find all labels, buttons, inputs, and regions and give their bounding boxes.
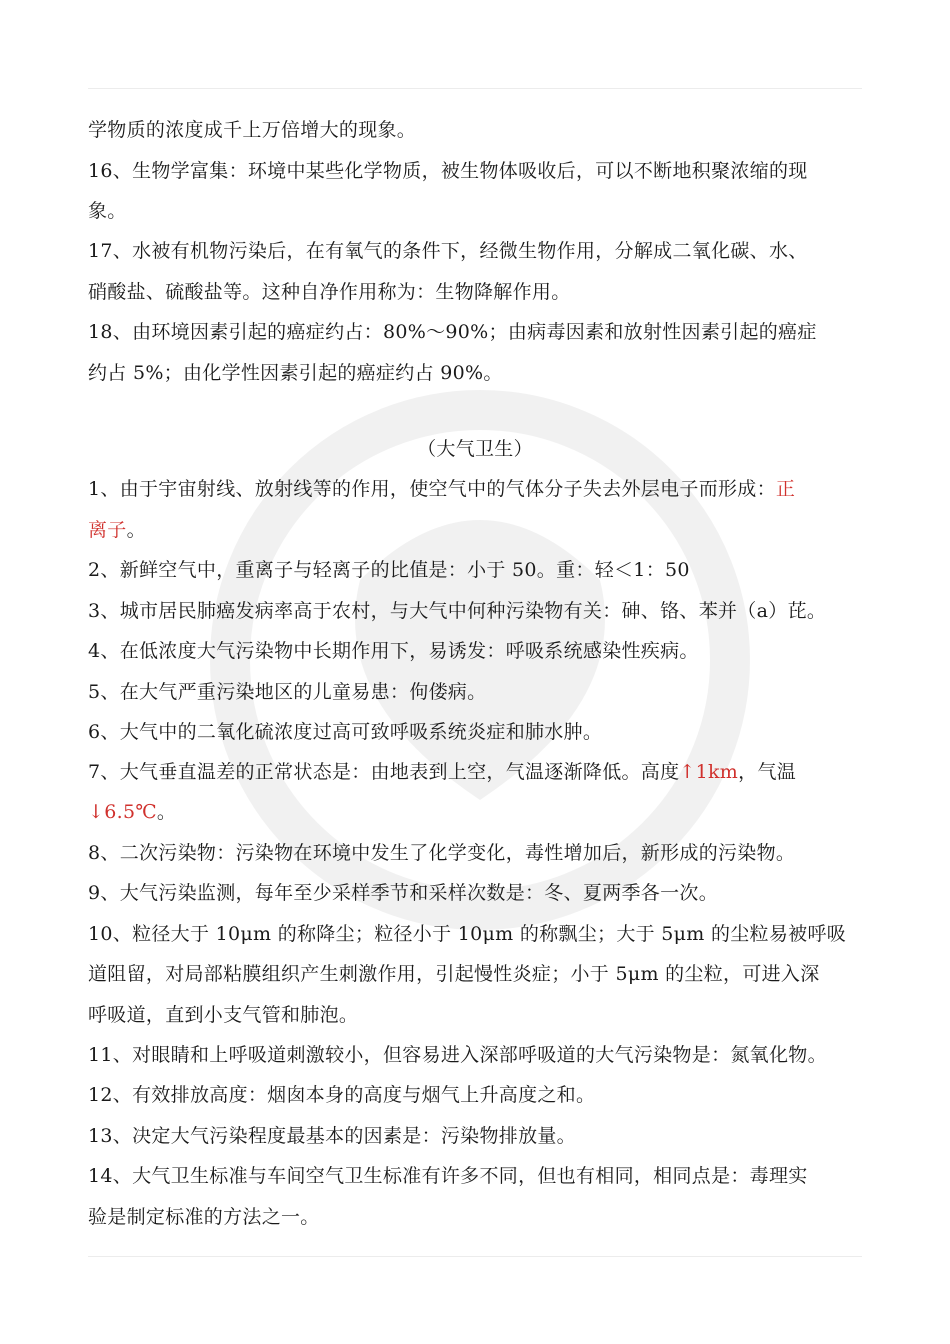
item-8: 8、二次污染物：污染物在环境中发生了化学变化，毒性增加后，新形成的污染物。 <box>88 842 796 864</box>
text-line: 18、由环境因素引起的癌症约占：80%～90%；由病毒因素和放射性因素引起的癌症 <box>88 321 817 343</box>
bottom-divider <box>88 1256 862 1257</box>
section-title: （大气卫生） <box>417 438 533 460</box>
item-7-text: 。 <box>156 801 177 823</box>
item-1 <box>88 477 878 501</box>
item-10-cont: 呼吸道，直到小支气管和肺泡。 <box>88 1004 359 1026</box>
text-line: 16、生物学富集：环境中某些化学物质，被生物体吸收后，可以不断地积聚浓缩的现 <box>88 160 808 182</box>
item-10-cont: 道阻留，对局部粘膜组织产生刺激作用，引起慢性炎症；小于 5μm 的尘粒，可进入深 <box>88 963 820 985</box>
item-7-highlight: ↓6.5℃ <box>88 801 157 823</box>
text-line: 象。 <box>88 200 127 222</box>
item-1-text: 。 <box>126 519 146 541</box>
item-10: 10、粒径大于 10μm 的称降尘；粒径小于 10μm 的称飘尘；大于 5μm 的尘粒易被呼吸 <box>88 923 847 945</box>
item-3: 3、城市居民肺癌发病率高于农村，与大气中何种污染物有关：砷、铬、苯并（a）芘。 <box>88 600 827 622</box>
item-1-highlight: 离子 <box>88 519 127 541</box>
item-4: 4、在低浓度大气污染物中长期作用下，易诱发：呼吸系统感染性疾病。 <box>88 640 699 662</box>
item-7-cont <box>88 800 878 824</box>
item-14: 14、大气卫生标准与车间空气卫生标准有许多不同，但也有相同，相同点是：毒理实 <box>88 1165 808 1187</box>
item-7 <box>88 760 878 784</box>
item-12: 12、有效排放高度：烟囱本身的高度与烟气上升高度之和。 <box>88 1084 596 1106</box>
item-2: 2、新鲜空气中，重离子与轻离子的比值是：小于 50。重：轻＜1：50 <box>88 559 690 581</box>
top-divider <box>88 88 862 89</box>
item-1-highlight: 正 <box>775 478 796 500</box>
item-5: 5、在大气严重污染地区的儿童易患：佝偻病。 <box>88 681 487 703</box>
item-7-text: ，气温 <box>738 761 797 783</box>
text-line: 17、水被有机物污染后，在有氧气的条件下，经微生物作用，分解成二氧化碳、水、 <box>88 240 808 262</box>
item-7-highlight: ↑1km <box>679 761 739 783</box>
text-line: 约占 5%；由化学性因素引起的癌症约占 90%。 <box>88 362 503 384</box>
item-9: 9、大气污染监测，每年至少采样季节和采样次数是：冬、夏两季各一次。 <box>88 882 718 904</box>
item-11: 11、对眼睛和上呼吸道刺激较小，但容易进入深部呼吸道的大气污染物是：氮氧化物。 <box>88 1044 827 1066</box>
text-line: 学物质的浓度成千上万倍增大的现象。 <box>88 119 417 141</box>
text-line: 硝酸盐、硫酸盐等。这种自净作用称为：生物降解作用。 <box>88 281 571 303</box>
item-1-text: 1、由于宇宙射线、放射线等的作用，使空气中的气体分子失去外层电子而形成： <box>88 478 776 500</box>
item-13: 13、决定大气污染程度最基本的因素是：污染物排放量。 <box>88 1125 576 1147</box>
item-6: 6、大气中的二氧化硫浓度过高可致呼吸系统炎症和肺水肿。 <box>88 721 603 743</box>
item-1-cont <box>88 518 878 542</box>
item-7-text: 7、大气垂直温差的正常状态是：由地表到上空，气温逐渐降低。高度 <box>88 761 680 783</box>
item-14-cont: 验是制定标准的方法之一。 <box>88 1206 320 1228</box>
